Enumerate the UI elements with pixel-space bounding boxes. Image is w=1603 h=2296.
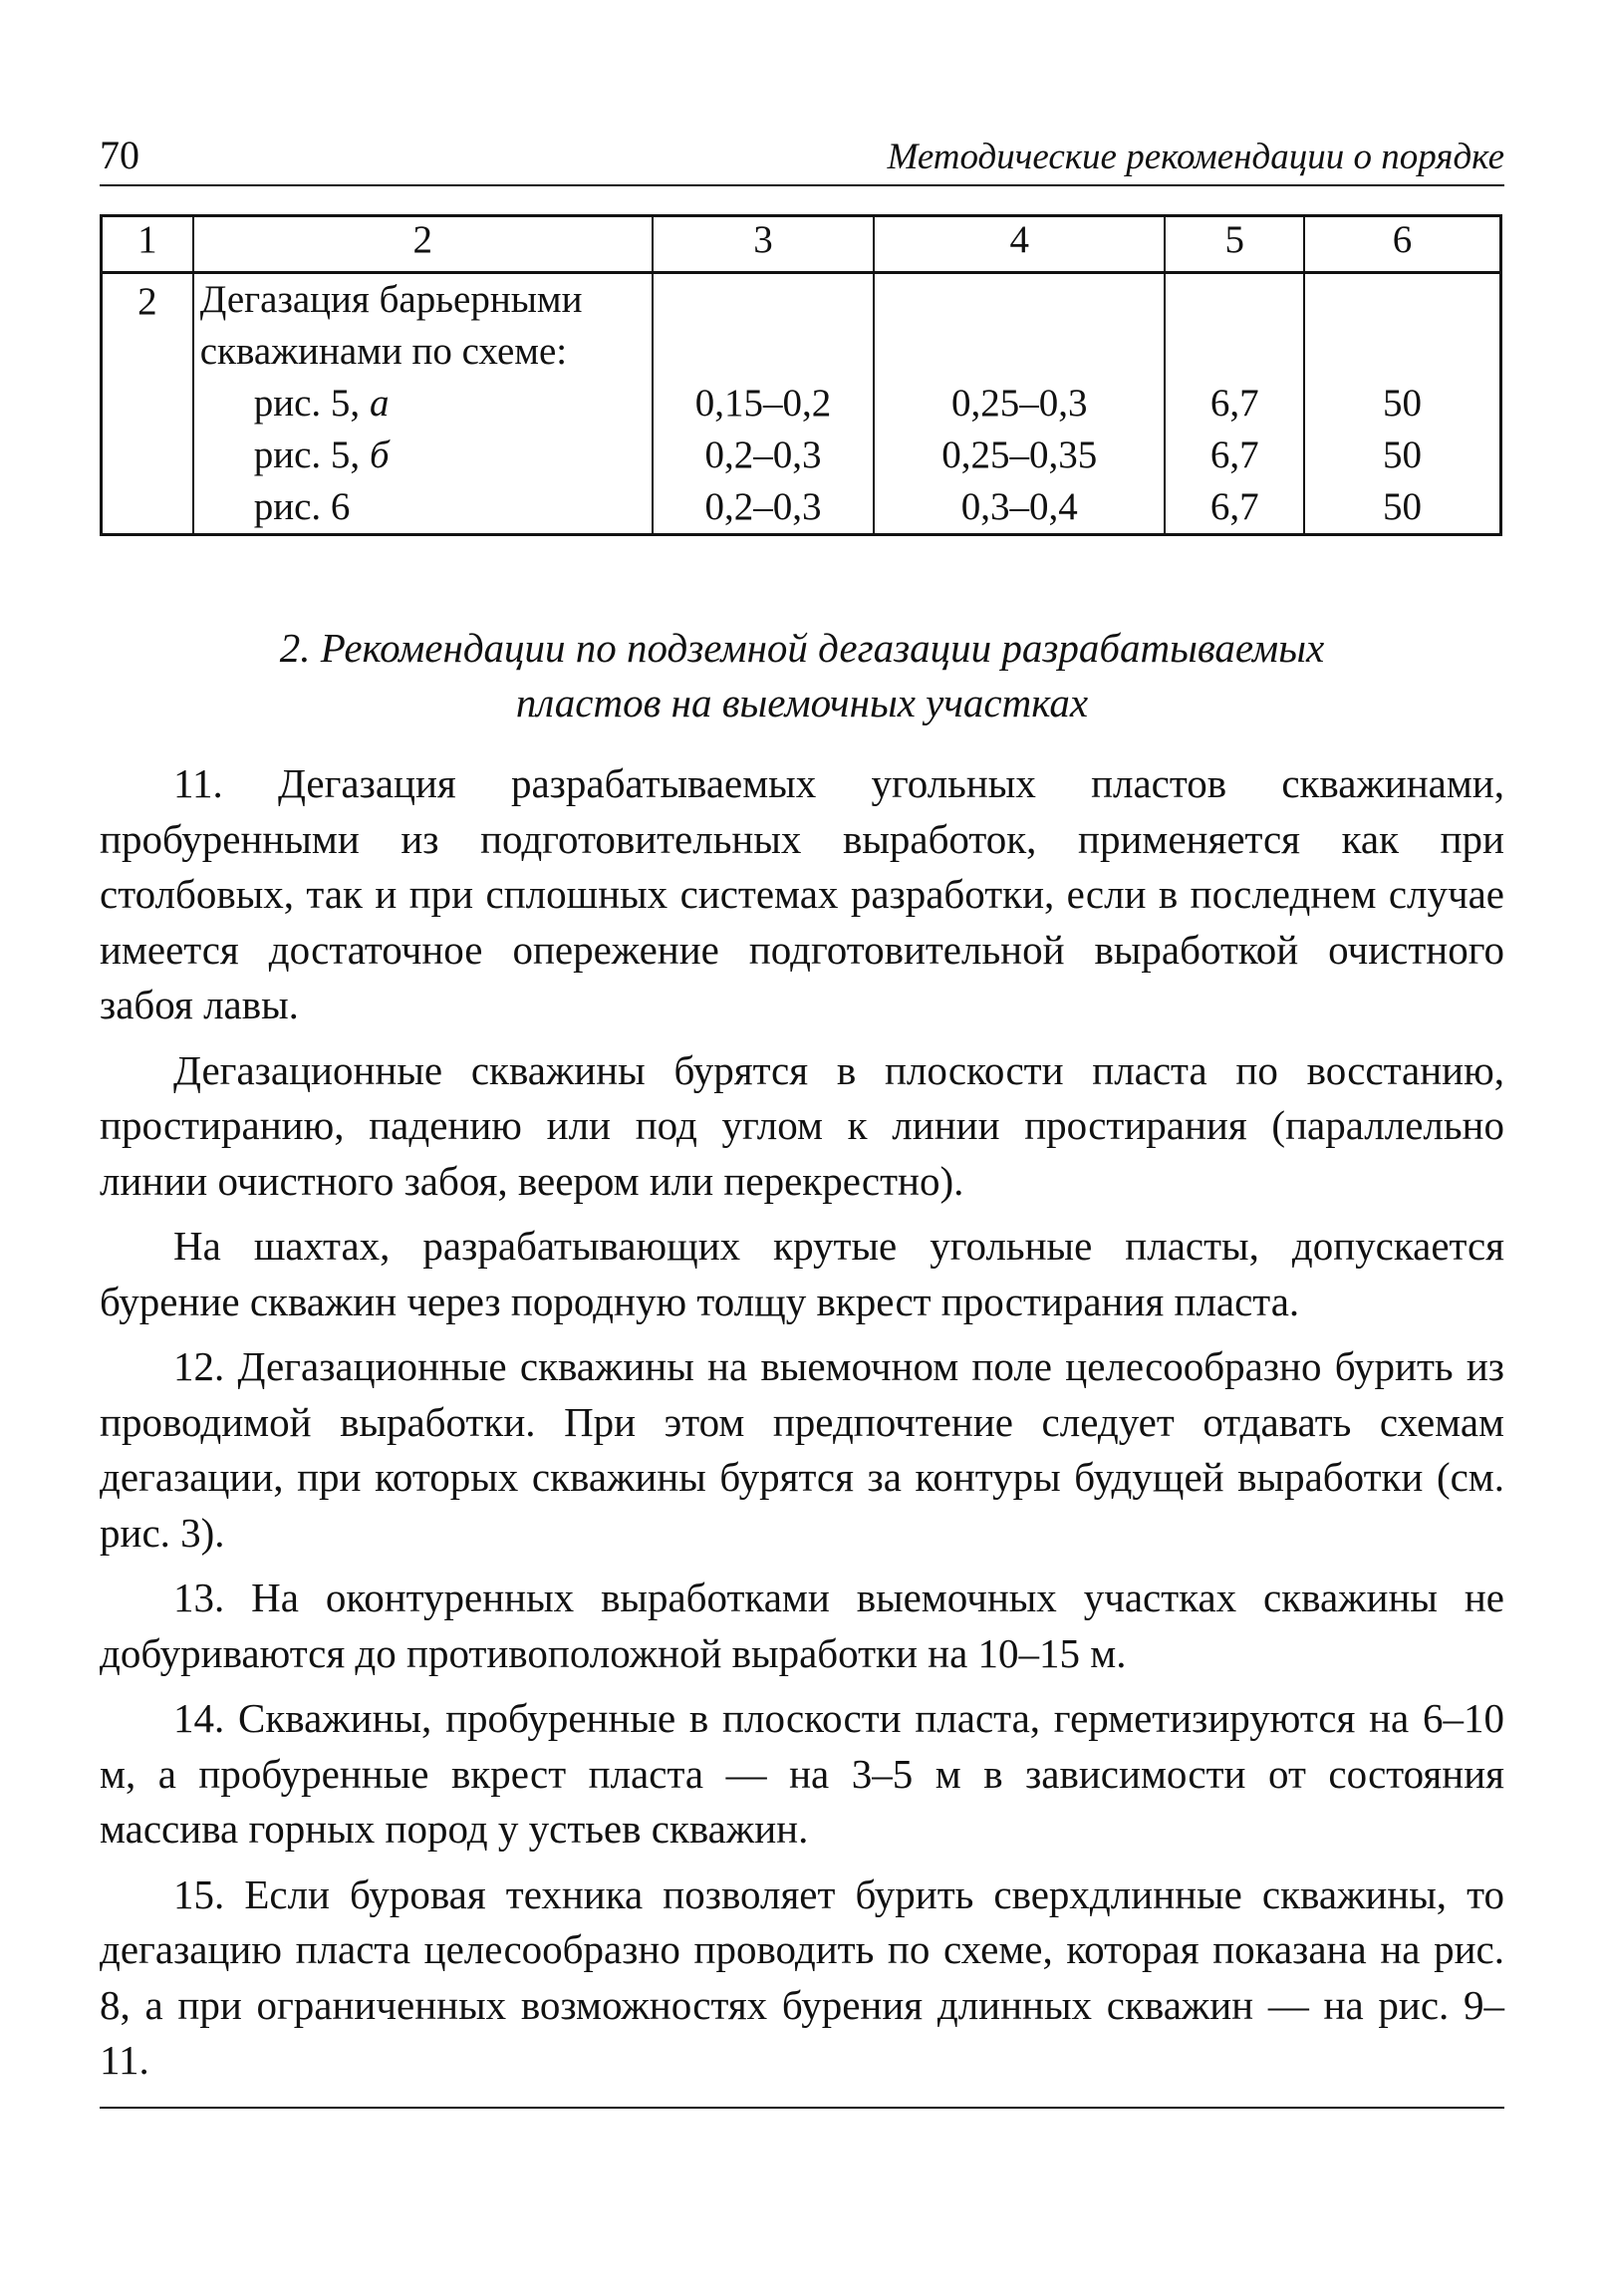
degassing-table: [100, 214, 1502, 536]
paragraph-11: 11. Дегазация разрабатываемых угольных пластов скважинами, пробуренными из подготовительных выработок, применяется как при столбовых, так и при сплошных системах разработки, если в последнем случае имеется достаточное опережение подготовительной выработкой очистного забоя лавы.: [100, 760, 1504, 1027]
table-cell: 0,15–0,2: [694, 382, 832, 425]
description-line: Дегазация барьерными: [199, 278, 583, 321]
column-header-6: 6: [1304, 216, 1500, 273]
column-5-values: [1165, 273, 1304, 535]
column-6-values: [1304, 273, 1500, 535]
figure-ref: рис. 5, б: [253, 433, 390, 476]
row-number: 2: [102, 273, 193, 535]
table-cell: 50: [1383, 382, 1423, 425]
section-heading-line: 2. Рекомендации по подземной дегазации разрабатываемых: [279, 625, 1325, 671]
table-cell: 0,2–0,3: [704, 433, 822, 476]
page-number: 70: [100, 133, 139, 177]
column-header-1: 1: [102, 216, 193, 273]
paragraph-13: 13. На оконтуренных выработками выемочных участках скважины не добуриваются до противоположной выработки на 10–15 м.: [100, 1575, 1504, 1676]
table-cell: 0,25–0,3: [951, 382, 1088, 425]
table-cell: 6,7: [1209, 433, 1259, 476]
section-heading-line: пластов на выемочных участках: [515, 680, 1089, 725]
paragraph-14: 14. Скважины, пробуренные в плоскости пласта, герметизируются на 6–10 м, а пробуренные вкрест пласта — на 3–5 м в зависимости от состояния массива горных пород у устьев скважин.: [100, 1695, 1504, 1852]
paragraph-12: 12. Дегазационные скважины на выемочном поле целесообразно бурить из проводимой выработки. При этом предпочтение следует отдавать схемам дегазации, при которых скважины бурятся за контуры будущей выработки (см. рис. 3).: [100, 1343, 1504, 1556]
column-header-4: 4: [874, 216, 1165, 273]
table-header-row: [102, 216, 1501, 273]
column-4-values: [874, 273, 1165, 535]
paragraph: Дегазационные скважины бурятся в плоскости пласта по восстанию, простиранию, падению или под углом к линии простирания (параллельно линии очистного забоя, веером или перекрестно).: [100, 1046, 1504, 1204]
table-cell: 6,7: [1209, 485, 1259, 528]
table-cell: 0,25–0,35: [941, 433, 1098, 476]
figure-ref: рис. 5, а: [253, 382, 390, 425]
figure-ref: рис. 6: [253, 485, 351, 528]
table-row: [102, 273, 1501, 535]
table-cell: 0,3–0,4: [960, 485, 1078, 528]
table-cell: 50: [1383, 433, 1423, 476]
description-line: скважинами по схеме:: [199, 330, 568, 373]
column-header-3: 3: [653, 216, 874, 273]
body-text: [100, 756, 1504, 2089]
column-header-5: 5: [1165, 216, 1304, 273]
table-cell: 50: [1383, 485, 1423, 528]
document-page: [100, 125, 1504, 2099]
table-cell: 0,2–0,3: [704, 485, 822, 528]
paragraph: На шахтах, разрабатывающих крутые угольные пласты, допускается бурение скважин через породную толщу вкрест простирания пласта.: [100, 1223, 1504, 1324]
row-description: [193, 273, 653, 535]
paragraph-15: 15. Если буровая техника позволяет бурить сверхдлинные скважины, то дегазацию пласта целесообразно проводить по схеме, которая показана на рис. 8, а при ограниченных возможностях бурения длинных скважин — на рис. 9–11.: [100, 1870, 1504, 2083]
section-heading: [100, 621, 1504, 730]
running-head: [100, 125, 1504, 186]
column-header-2: 2: [193, 216, 653, 273]
running-title: Методические рекомендации о порядке: [887, 137, 1504, 177]
column-3-values: [653, 273, 874, 535]
table-cell: 6,7: [1209, 382, 1259, 425]
bottom-rule: [100, 2107, 1504, 2109]
